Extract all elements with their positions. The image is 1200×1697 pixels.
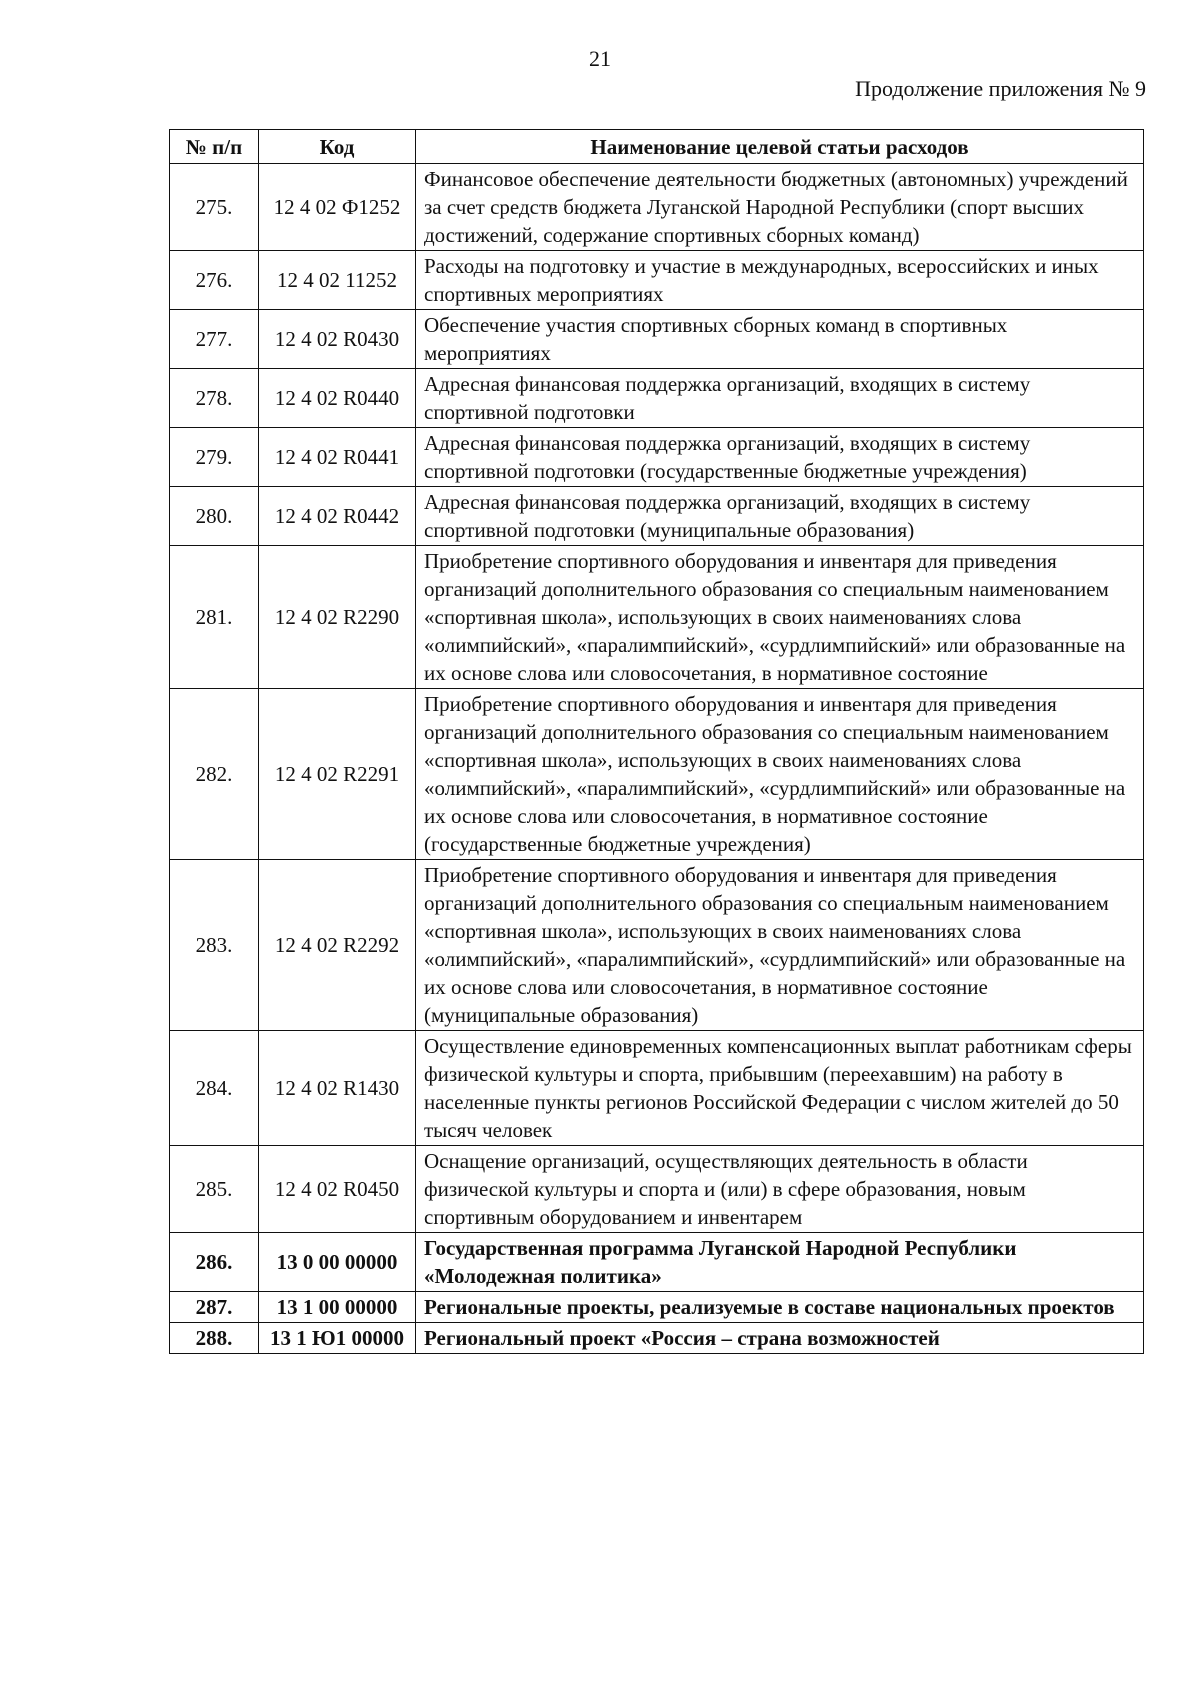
row-code-cell: 12 4 02 R2291 (259, 689, 416, 860)
column-header-number: № п/п (170, 130, 259, 164)
table-row (170, 428, 1144, 487)
row-number-cell: 281. (170, 546, 259, 689)
row-number-cell: 283. (170, 860, 259, 1031)
row-code-cell: 12 4 02 R0441 (259, 428, 416, 487)
row-number-cell: 277. (170, 310, 259, 369)
table-row (170, 860, 1144, 1031)
row-name-cell: Обеспечение участия спортивных сборных команд в спортивных мероприятиях (416, 310, 1144, 369)
row-number-cell: 287. (170, 1292, 259, 1323)
expenditure-table-container (169, 129, 1143, 1354)
row-code-cell: 12 4 02 R0440 (259, 369, 416, 428)
row-number-cell: 275. (170, 164, 259, 251)
row-number-cell: 286. (170, 1233, 259, 1292)
row-name-cell: Осуществление единовременных компенсационных выплат работникам сферы физической культуры и спорта, прибывшим (переехавшим) на работу в населенные пункты регионов Российской Федерации с числом жителей до 50 тысяч человек (416, 1031, 1144, 1146)
table-row (170, 310, 1144, 369)
row-number-cell: 288. (170, 1323, 259, 1354)
table-row (170, 546, 1144, 689)
row-code-cell: 13 1 00 00000 (259, 1292, 416, 1323)
appendix-continuation-note: Продолжение приложения № 9 (855, 76, 1146, 101)
row-code-cell: 12 4 02 R1430 (259, 1031, 416, 1146)
row-code-cell: 12 4 02 R0430 (259, 310, 416, 369)
row-number-cell: 282. (170, 689, 259, 860)
row-code-cell: 12 4 02 R2292 (259, 860, 416, 1031)
row-name-cell: Приобретение спортивного оборудования и инвентаря для приведения организаций дополнительного образования со специальным наименованием «спортивная школа», использующих в своих наименованиях слова «олимпийский», «паралимпийский», «сурдлимпийский» или образованные на их основе слова или словосочетания, в нормативное состояние (416, 546, 1144, 689)
row-number-cell: 284. (170, 1031, 259, 1146)
row-name-cell: Региональный проект «Россия – страна возможностей (416, 1323, 1144, 1354)
table-row (170, 164, 1144, 251)
row-number-cell: 276. (170, 251, 259, 310)
row-name-cell: Приобретение спортивного оборудования и инвентаря для приведения организаций дополнительного образования со специальным наименованием «спортивная школа», использующих в своих наименованиях слова «олимпийский», «паралимпийский», «сурдлимпийский» или образованные на их основе слова или словосочетания, в нормативное состояние (муниципальные образования) (416, 860, 1144, 1031)
row-number-cell: 278. (170, 369, 259, 428)
table-row (170, 1292, 1144, 1323)
row-name-cell: Расходы на подготовку и участие в международных, всероссийских и иных спортивных мероприятиях (416, 251, 1144, 310)
table-row (170, 1233, 1144, 1292)
table-body (170, 164, 1144, 1354)
row-code-cell: 12 4 02 Ф1252 (259, 164, 416, 251)
expenditure-table (169, 129, 1144, 1354)
row-name-cell: Приобретение спортивного оборудования и инвентаря для приведения организаций дополнительного образования со специальным наименованием «спортивная школа», использующих в своих наименованиях слова «олимпийский», «паралимпийский», «сурдлимпийский» или образованные на их основе слова или словосочетания, в нормативное состояние (государственные бюджетные учреждения) (416, 689, 1144, 860)
row-name-cell: Адресная финансовая поддержка организаций, входящих в систему спортивной подготовки (муниципальные образования) (416, 487, 1144, 546)
table-row (170, 1146, 1144, 1233)
row-number-cell: 280. (170, 487, 259, 546)
table-header-row (170, 130, 1144, 164)
row-name-cell: Адресная финансовая поддержка организаций, входящих в систему спортивной подготовки (416, 369, 1144, 428)
table-row (170, 369, 1144, 428)
table-row (170, 251, 1144, 310)
table-row (170, 689, 1144, 860)
row-name-cell: Региональные проекты, реализуемые в составе национальных проектов (416, 1292, 1144, 1323)
column-header-code: Код (259, 130, 416, 164)
column-header-name: Наименование целевой статьи расходов (416, 130, 1144, 164)
row-name-cell: Финансовое обеспечение деятельности бюджетных (автономных) учреждений за счет средств бюджета Луганской Народной Республики (спорт высших достижений, содержание спортивных сборных команд) (416, 164, 1144, 251)
row-code-cell: 13 0 00 00000 (259, 1233, 416, 1292)
row-code-cell: 12 4 02 R2290 (259, 546, 416, 689)
page-number: 21 (589, 46, 611, 71)
row-code-cell: 13 1 Ю1 00000 (259, 1323, 416, 1354)
row-name-cell: Адресная финансовая поддержка организаций, входящих в систему спортивной подготовки (государственные бюджетные учреждения) (416, 428, 1144, 487)
table-row (170, 1031, 1144, 1146)
row-code-cell: 12 4 02 R0442 (259, 487, 416, 546)
row-number-cell: 285. (170, 1146, 259, 1233)
table-row (170, 487, 1144, 546)
table-row (170, 1323, 1144, 1354)
row-number-cell: 279. (170, 428, 259, 487)
row-name-cell: Оснащение организаций, осуществляющих деятельность в области физической культуры и спорта и (или) в сфере образования, новым спортивным оборудованием и инвентарем (416, 1146, 1144, 1233)
row-code-cell: 12 4 02 R0450 (259, 1146, 416, 1233)
row-name-cell: Государственная программа Луганской Народной Республики «Молодежная политика» (416, 1233, 1144, 1292)
row-code-cell: 12 4 02 11252 (259, 251, 416, 310)
